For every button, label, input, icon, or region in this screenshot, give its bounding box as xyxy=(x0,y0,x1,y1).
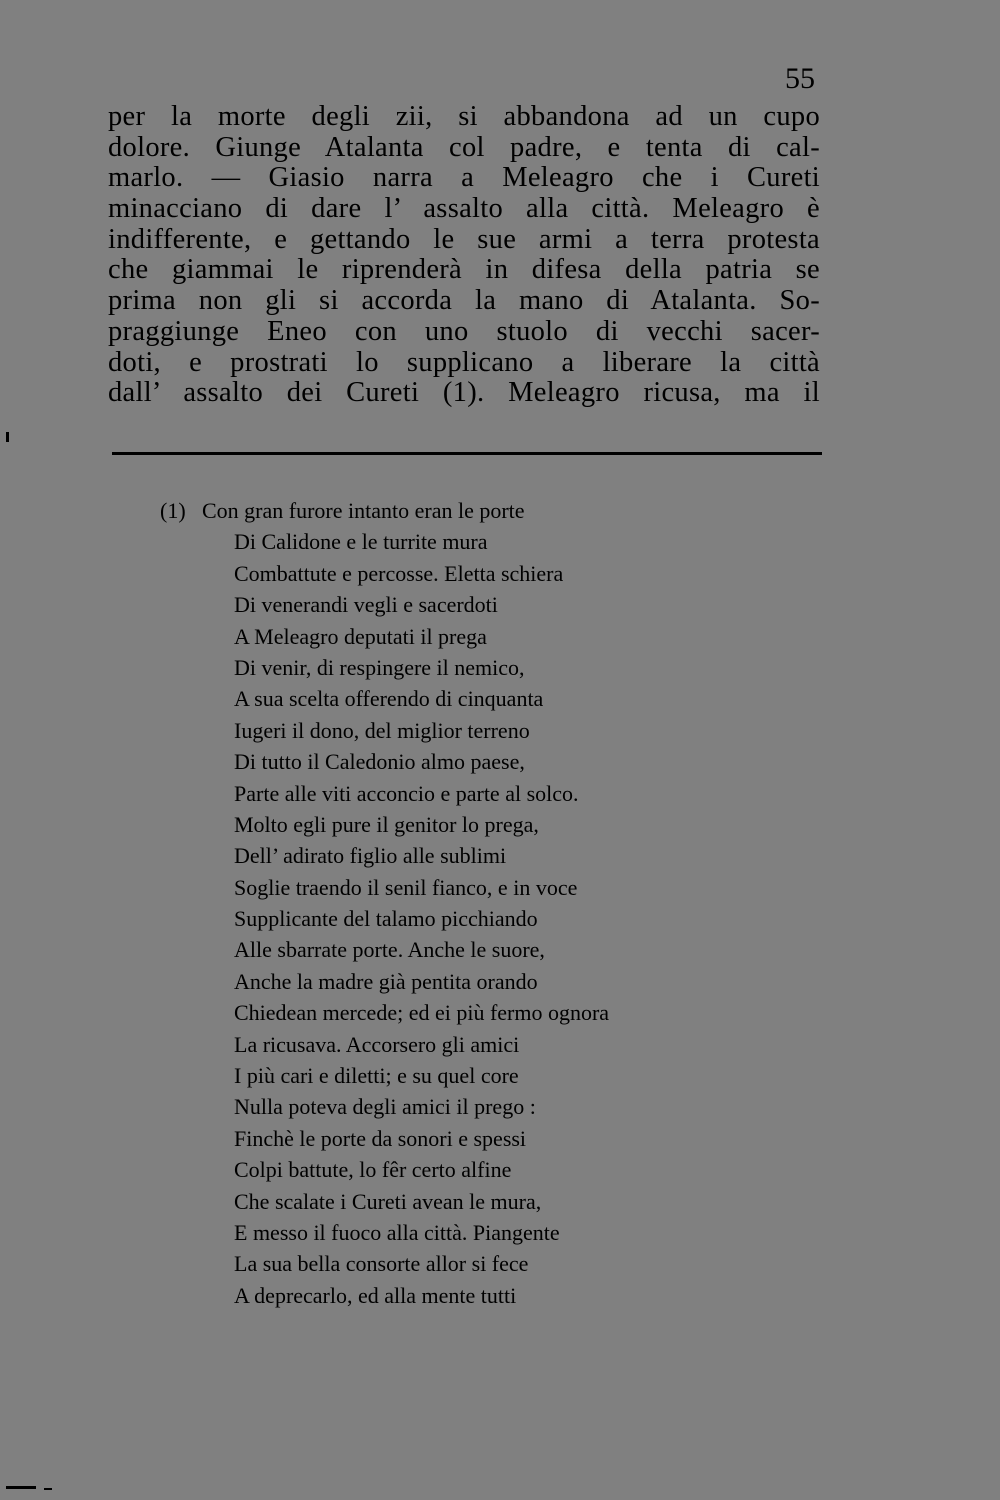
body-line: indifferente, e gettando le sue armi a terra protesta xyxy=(108,223,820,255)
footnote-line: Molto egli pure il genitor lo prega, xyxy=(234,811,539,837)
footnote-line: E messo il fuoco alla città. Piangente xyxy=(234,1219,560,1245)
body-line: marlo. — Giasio narra a Meleagro che i Cureti xyxy=(108,162,820,194)
footnote-line: Nulla poteva degli amici il prego : xyxy=(234,1094,536,1120)
footnote-line: A Meleagro deputati il prega xyxy=(234,623,487,649)
body-line: minacciano di dare l’ assalto alla città. Meleagro è xyxy=(108,193,820,225)
body-line: dolore. Giunge Atalanta col padre, e tenta di cal- xyxy=(108,131,820,163)
scan-speck xyxy=(6,432,9,442)
body-line: prima non gli si accorda la mano di Atalanta. So- xyxy=(108,285,820,317)
footnote-line: Di venir, di respingere il nemico, xyxy=(234,654,525,680)
footnote-line: Anche la madre già pentita orando xyxy=(234,968,538,994)
footnote-line: I più cari e diletti; e su quel core xyxy=(234,1063,519,1089)
body-line: che giammai le riprenderà in difesa della patria se xyxy=(108,254,820,286)
page-number: 55 xyxy=(785,62,815,95)
footnote-line: Parte alle viti acconcio e parte al solco. xyxy=(234,780,579,806)
footnote-line: Combattute e percosse. Eletta schiera xyxy=(234,560,564,586)
scan-speck xyxy=(6,1486,36,1489)
footnote-line xyxy=(160,495,720,526)
scan-speck xyxy=(44,1488,52,1490)
footnote-line: Finchè le porte da sonori e spessi xyxy=(234,1125,527,1151)
footnote-line: Chiedean mercede; ed ei più fermo ognora xyxy=(234,1000,610,1026)
footnote xyxy=(160,495,720,1311)
footnote-line: Di tutto il Caledonio almo paese, xyxy=(234,749,525,775)
body-line: per la morte degli zii, si abbandona ad un cupo xyxy=(108,101,820,132)
footnote-line: Soglie traendo il senil fianco, e in voce xyxy=(234,874,578,900)
footnote-line: Di venerandi vegli e sacerdoti xyxy=(234,592,498,618)
body-text xyxy=(108,102,820,409)
body-line: praggiunge Eneo con uno stuolo di vecchi sacer- xyxy=(108,315,820,347)
footnote-line: La sua bella consorte allor si fece xyxy=(234,1251,529,1277)
footnote-line: A sua scelta offerendo di cinquanta xyxy=(234,686,544,712)
body-line: dall’ assalto dei Cureti (1). Meleagro ricusa, ma il xyxy=(108,377,820,409)
footnote-line: Supplicante del talamo picchiando xyxy=(234,906,538,932)
footnote-line: A deprecarlo, ed alla mente tutti xyxy=(234,1282,517,1308)
footnote-line: Iugeri il dono, del miglior terreno xyxy=(234,717,530,743)
footnote-line: Dell’ adirato figlio alle sublimi xyxy=(234,843,507,869)
footnote-line-text: Con gran furore intanto eran le porte xyxy=(202,498,525,523)
footnote-line: Di Calidone e le turrite mura xyxy=(234,529,488,555)
body-line: doti, e prostrati lo supplicano a liberare la città xyxy=(108,346,820,378)
footnote-line: La ricusava. Accorsero gli amici xyxy=(234,1031,520,1057)
footnote-marker: (1) xyxy=(160,498,186,523)
footnote-divider xyxy=(112,452,822,455)
footnote-line: Che scalate i Cureti avean le mura, xyxy=(234,1188,542,1214)
footnote-line: Alle sbarrate porte. Anche le suore, xyxy=(234,937,545,963)
footnote-line: Colpi battute, lo fêr certo alfine xyxy=(234,1157,512,1183)
